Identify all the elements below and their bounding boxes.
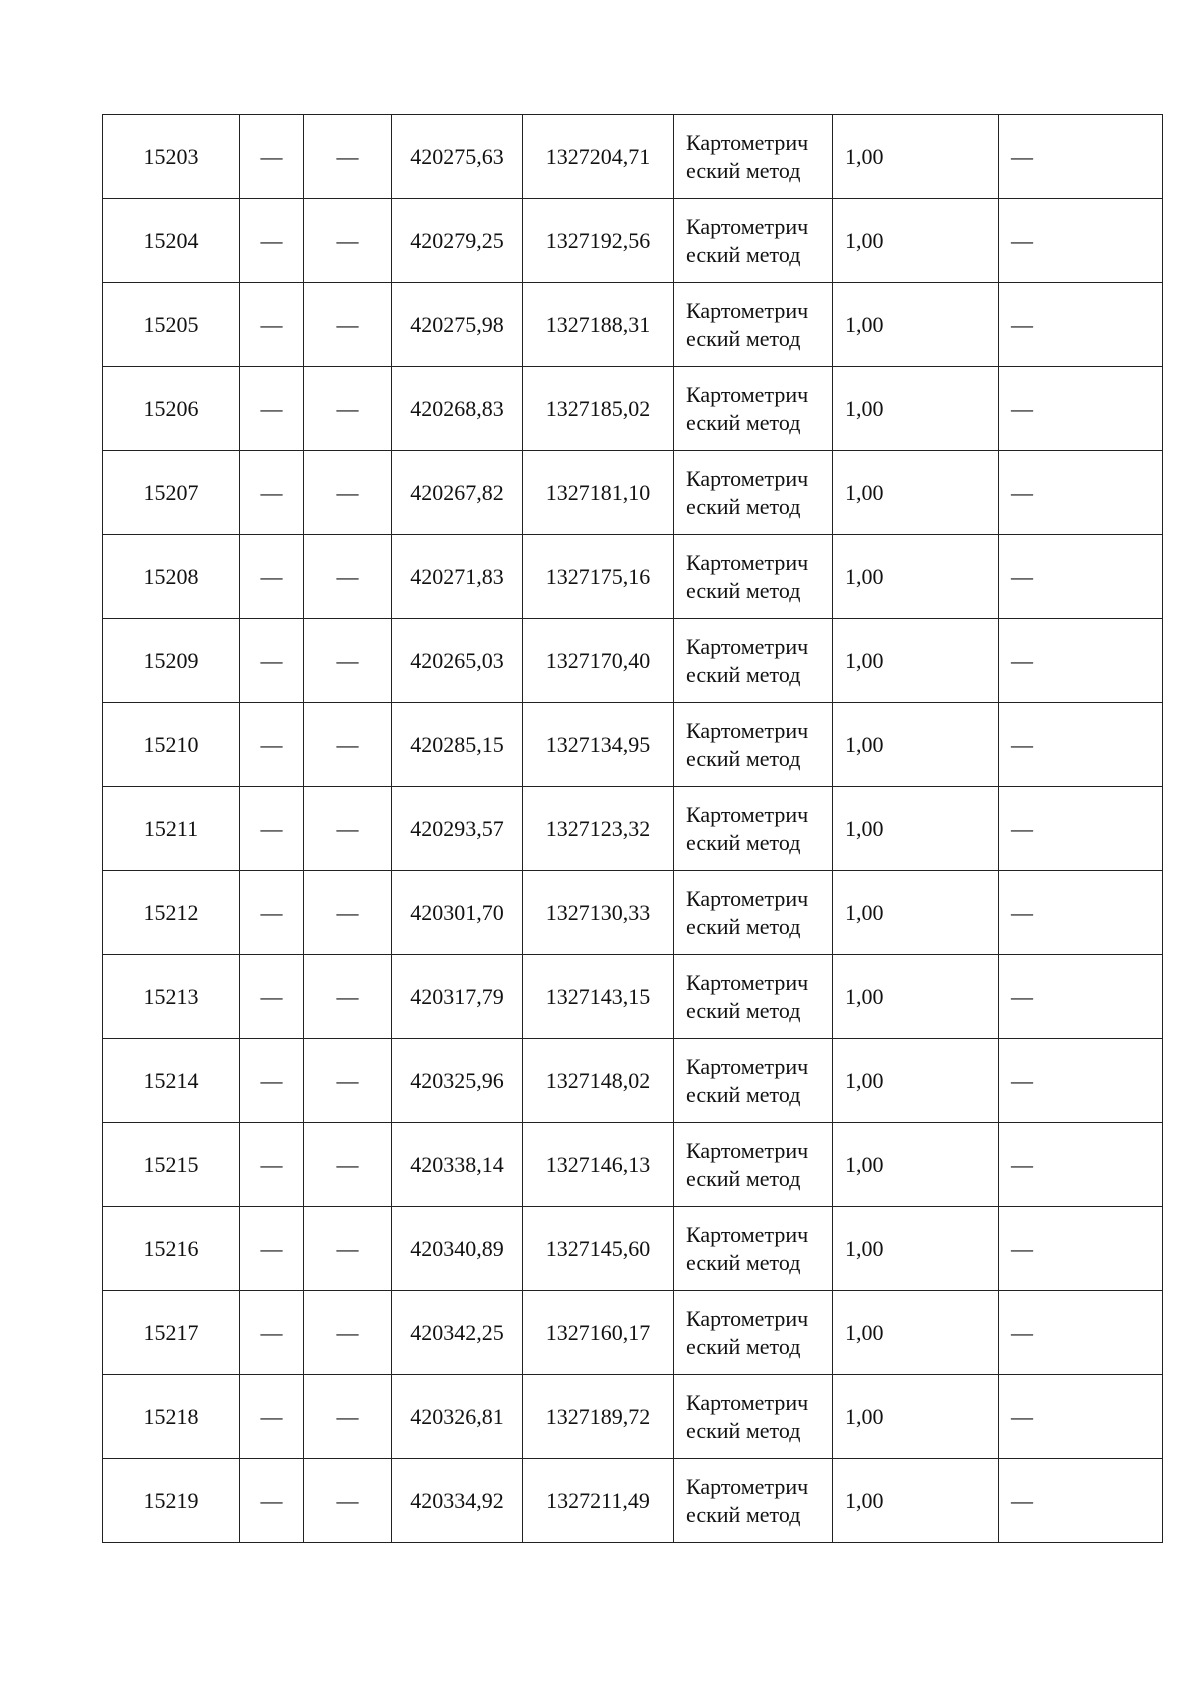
method-text: Картометрический метод (686, 1221, 809, 1275)
y-coordinate-cell: 1327143,15 (523, 955, 674, 1039)
point-number-cell: 15208 (103, 535, 240, 619)
table-row (103, 1039, 1163, 1123)
method-cell (674, 283, 833, 367)
method-text: Картометрический метод (686, 885, 809, 939)
accuracy-cell: 1,00 (833, 199, 999, 283)
method-text: Картометрический метод (686, 801, 809, 855)
dash-cell-c: — (999, 955, 1163, 1039)
accuracy-cell: 1,00 (833, 703, 999, 787)
dash-cell-a: — (240, 1459, 304, 1543)
table-row (103, 367, 1163, 451)
x-coordinate-cell: 420275,98 (392, 283, 523, 367)
accuracy-cell: 1,00 (833, 955, 999, 1039)
y-coordinate-cell: 1327181,10 (523, 451, 674, 535)
method-cell (674, 367, 833, 451)
dash-cell-c: — (999, 199, 1163, 283)
method-text: Картометрический метод (686, 1389, 809, 1443)
point-number-cell: 15204 (103, 199, 240, 283)
method-text: Картометрический метод (686, 465, 809, 519)
dash-cell-a: — (240, 199, 304, 283)
dash-cell-c: — (999, 283, 1163, 367)
method-cell (674, 955, 833, 1039)
dash-cell-a: — (240, 1375, 304, 1459)
dash-cell-b: — (304, 115, 392, 199)
dash-cell-c: — (999, 787, 1163, 871)
point-number-cell: 15206 (103, 367, 240, 451)
method-text: Картометрический метод (686, 969, 809, 1023)
accuracy-cell: 1,00 (833, 1459, 999, 1543)
accuracy-cell: 1,00 (833, 1375, 999, 1459)
method-cell (674, 1291, 833, 1375)
method-text: Картометрический метод (686, 213, 809, 267)
y-coordinate-cell: 1327211,49 (523, 1459, 674, 1543)
y-coordinate-cell: 1327148,02 (523, 1039, 674, 1123)
dash-cell-c: — (999, 619, 1163, 703)
y-coordinate-cell: 1327146,13 (523, 1123, 674, 1207)
dash-cell-c: — (999, 1123, 1163, 1207)
method-cell (674, 535, 833, 619)
method-cell (674, 1123, 833, 1207)
method-text: Картометрический метод (686, 549, 809, 603)
dash-cell-b: — (304, 1123, 392, 1207)
dash-cell-a: — (240, 955, 304, 1039)
dash-cell-b: — (304, 199, 392, 283)
accuracy-cell: 1,00 (833, 451, 999, 535)
dash-cell-c: — (999, 1207, 1163, 1291)
point-number-cell: 15213 (103, 955, 240, 1039)
x-coordinate-cell: 420317,79 (392, 955, 523, 1039)
table-row (103, 1207, 1163, 1291)
method-cell (674, 1207, 833, 1291)
method-cell (674, 1039, 833, 1123)
method-cell (674, 871, 833, 955)
y-coordinate-cell: 1327185,02 (523, 367, 674, 451)
y-coordinate-cell: 1327204,71 (523, 115, 674, 199)
method-cell (674, 1375, 833, 1459)
accuracy-cell: 1,00 (833, 871, 999, 955)
point-number-cell: 15212 (103, 871, 240, 955)
table-body (103, 115, 1163, 1543)
accuracy-cell: 1,00 (833, 535, 999, 619)
method-text: Картометрический метод (686, 381, 809, 435)
method-cell (674, 787, 833, 871)
method-text: Картометрический метод (686, 717, 809, 771)
dash-cell-b: — (304, 283, 392, 367)
accuracy-cell: 1,00 (833, 1291, 999, 1375)
point-number-cell: 15210 (103, 703, 240, 787)
dash-cell-c: — (999, 367, 1163, 451)
dash-cell-a: — (240, 1291, 304, 1375)
dash-cell-c: — (999, 1459, 1163, 1543)
point-number-cell: 15216 (103, 1207, 240, 1291)
table-row (103, 871, 1163, 955)
x-coordinate-cell: 420293,57 (392, 787, 523, 871)
table-row (103, 1123, 1163, 1207)
x-coordinate-cell: 420279,25 (392, 199, 523, 283)
point-number-cell: 15207 (103, 451, 240, 535)
dash-cell-b: — (304, 871, 392, 955)
dash-cell-b: — (304, 1291, 392, 1375)
dash-cell-c: — (999, 535, 1163, 619)
y-coordinate-cell: 1327145,60 (523, 1207, 674, 1291)
dash-cell-c: — (999, 703, 1163, 787)
dash-cell-a: — (240, 787, 304, 871)
accuracy-cell: 1,00 (833, 787, 999, 871)
method-cell (674, 199, 833, 283)
y-coordinate-cell: 1327189,72 (523, 1375, 674, 1459)
table-row (103, 1459, 1163, 1543)
method-text: Картометрический метод (686, 1053, 809, 1107)
y-coordinate-cell: 1327123,32 (523, 787, 674, 871)
y-coordinate-cell: 1327188,31 (523, 283, 674, 367)
table-row (103, 1291, 1163, 1375)
dash-cell-b: — (304, 1375, 392, 1459)
dash-cell-b: — (304, 535, 392, 619)
point-number-cell: 15211 (103, 787, 240, 871)
dash-cell-c: — (999, 1375, 1163, 1459)
x-coordinate-cell: 420275,63 (392, 115, 523, 199)
point-number-cell: 15205 (103, 283, 240, 367)
dash-cell-a: — (240, 1207, 304, 1291)
y-coordinate-cell: 1327192,56 (523, 199, 674, 283)
dash-cell-c: — (999, 1291, 1163, 1375)
point-number-cell: 15214 (103, 1039, 240, 1123)
x-coordinate-cell: 420301,70 (392, 871, 523, 955)
dash-cell-a: — (240, 871, 304, 955)
point-number-cell: 15217 (103, 1291, 240, 1375)
dash-cell-b: — (304, 1207, 392, 1291)
method-text: Картометрический метод (686, 633, 809, 687)
method-text: Картометрический метод (686, 1137, 809, 1191)
table-row (103, 1375, 1163, 1459)
x-coordinate-cell: 420325,96 (392, 1039, 523, 1123)
x-coordinate-cell: 420334,92 (392, 1459, 523, 1543)
dash-cell-a: — (240, 1039, 304, 1123)
dash-cell-a: — (240, 115, 304, 199)
table-row (103, 955, 1163, 1039)
table-row (103, 535, 1163, 619)
y-coordinate-cell: 1327160,17 (523, 1291, 674, 1375)
dash-cell-c: — (999, 115, 1163, 199)
dash-cell-a: — (240, 367, 304, 451)
method-text: Картометрический метод (686, 1305, 809, 1359)
method-text: Картометрический метод (686, 1473, 809, 1527)
dash-cell-b: — (304, 703, 392, 787)
method-text: Картометрический метод (686, 129, 809, 183)
table-row (103, 787, 1163, 871)
x-coordinate-cell: 420268,83 (392, 367, 523, 451)
point-number-cell: 15219 (103, 1459, 240, 1543)
dash-cell-b: — (304, 367, 392, 451)
method-cell (674, 1459, 833, 1543)
dash-cell-c: — (999, 871, 1163, 955)
dash-cell-b: — (304, 787, 392, 871)
accuracy-cell: 1,00 (833, 1039, 999, 1123)
x-coordinate-cell: 420342,25 (392, 1291, 523, 1375)
dash-cell-b: — (304, 955, 392, 1039)
accuracy-cell: 1,00 (833, 1207, 999, 1291)
y-coordinate-cell: 1327130,33 (523, 871, 674, 955)
dash-cell-a: — (240, 535, 304, 619)
table-row (103, 619, 1163, 703)
dash-cell-c: — (999, 1039, 1163, 1123)
table-row (103, 115, 1163, 199)
dash-cell-b: — (304, 1039, 392, 1123)
dash-cell-a: — (240, 703, 304, 787)
method-cell (674, 115, 833, 199)
dash-cell-c: — (999, 451, 1163, 535)
x-coordinate-cell: 420265,03 (392, 619, 523, 703)
dash-cell-b: — (304, 619, 392, 703)
accuracy-cell: 1,00 (833, 1123, 999, 1207)
dash-cell-a: — (240, 283, 304, 367)
table-row (103, 283, 1163, 367)
method-text: Картометрический метод (686, 297, 809, 351)
accuracy-cell: 1,00 (833, 619, 999, 703)
x-coordinate-cell: 420326,81 (392, 1375, 523, 1459)
point-number-cell: 15209 (103, 619, 240, 703)
method-cell (674, 703, 833, 787)
x-coordinate-cell: 420338,14 (392, 1123, 523, 1207)
dash-cell-b: — (304, 451, 392, 535)
method-cell (674, 451, 833, 535)
y-coordinate-cell: 1327134,95 (523, 703, 674, 787)
point-number-cell: 15215 (103, 1123, 240, 1207)
method-cell (674, 619, 833, 703)
dash-cell-a: — (240, 619, 304, 703)
dash-cell-a: — (240, 1123, 304, 1207)
x-coordinate-cell: 420340,89 (392, 1207, 523, 1291)
dash-cell-b: — (304, 1459, 392, 1543)
y-coordinate-cell: 1327175,16 (523, 535, 674, 619)
y-coordinate-cell: 1327170,40 (523, 619, 674, 703)
x-coordinate-cell: 420285,15 (392, 703, 523, 787)
coordinates-table (102, 114, 1163, 1543)
accuracy-cell: 1,00 (833, 283, 999, 367)
point-number-cell: 15203 (103, 115, 240, 199)
table-row (103, 703, 1163, 787)
point-number-cell: 15218 (103, 1375, 240, 1459)
dash-cell-a: — (240, 451, 304, 535)
table-row (103, 451, 1163, 535)
x-coordinate-cell: 420271,83 (392, 535, 523, 619)
x-coordinate-cell: 420267,82 (392, 451, 523, 535)
accuracy-cell: 1,00 (833, 367, 999, 451)
accuracy-cell: 1,00 (833, 115, 999, 199)
table-row (103, 199, 1163, 283)
